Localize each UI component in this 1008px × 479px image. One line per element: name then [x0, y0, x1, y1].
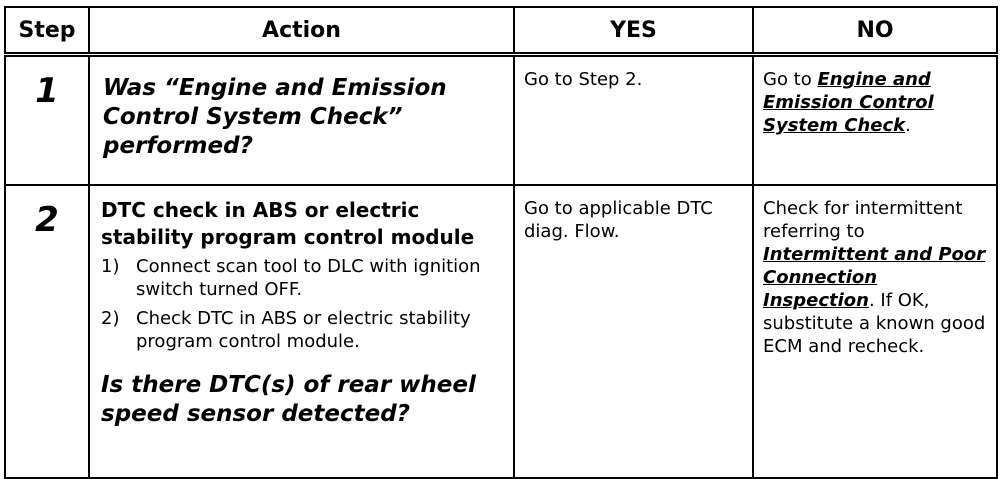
step-number: 2	[5, 185, 89, 478]
step-number: 1	[5, 55, 89, 186]
action-question: Was “Engine and Emission Control System Check” performed?	[103, 75, 447, 159]
table-header-row	[5, 7, 997, 55]
substep-number: 1)	[101, 256, 120, 277]
substep-item	[101, 307, 504, 353]
action-title: DTC check in ABS or electric stability program control module	[101, 198, 475, 249]
action-cell	[89, 55, 514, 186]
no-prefix: Check for intermittent referring to	[763, 198, 963, 242]
action-question: Is there DTC(s) of rear wheel speed sensor detected?	[101, 372, 476, 427]
no-prefix: Go to	[763, 69, 818, 90]
yes-text: Go to Step 2.	[524, 69, 643, 90]
header-step: Step	[5, 7, 89, 55]
substep-list	[91, 255, 512, 353]
no-text	[755, 58, 995, 137]
diagnostic-table	[4, 6, 998, 479]
action-cell	[89, 185, 514, 478]
substep-item	[101, 255, 504, 301]
no-cell	[753, 55, 997, 186]
table-row	[5, 55, 997, 186]
substep-number: 2)	[101, 308, 120, 329]
substep-text: Check DTC in ABS or electric stability program control module.	[136, 308, 471, 352]
no-text	[755, 187, 995, 358]
table-row	[5, 185, 997, 478]
header-no: NO	[753, 7, 997, 55]
yes-cell	[514, 185, 753, 478]
no-suffix: .	[905, 115, 911, 136]
intermittent-inspection-link[interactable]: Intermittent and Poor Connection Inspection	[763, 244, 986, 311]
yes-cell	[514, 55, 753, 186]
substep-text: Connect scan tool to DLC with ignition switch turned OFF.	[136, 256, 481, 300]
no-cell	[753, 185, 997, 478]
header-yes: YES	[514, 7, 753, 55]
header-action: Action	[89, 7, 514, 55]
engine-emission-check-link[interactable]: Engine and Emission Control System Check	[763, 69, 934, 136]
no-suffix: . If OK, substitute a known good ECM and recheck.	[763, 290, 986, 357]
yes-text: Go to applicable DTC diag. Flow.	[524, 198, 713, 242]
